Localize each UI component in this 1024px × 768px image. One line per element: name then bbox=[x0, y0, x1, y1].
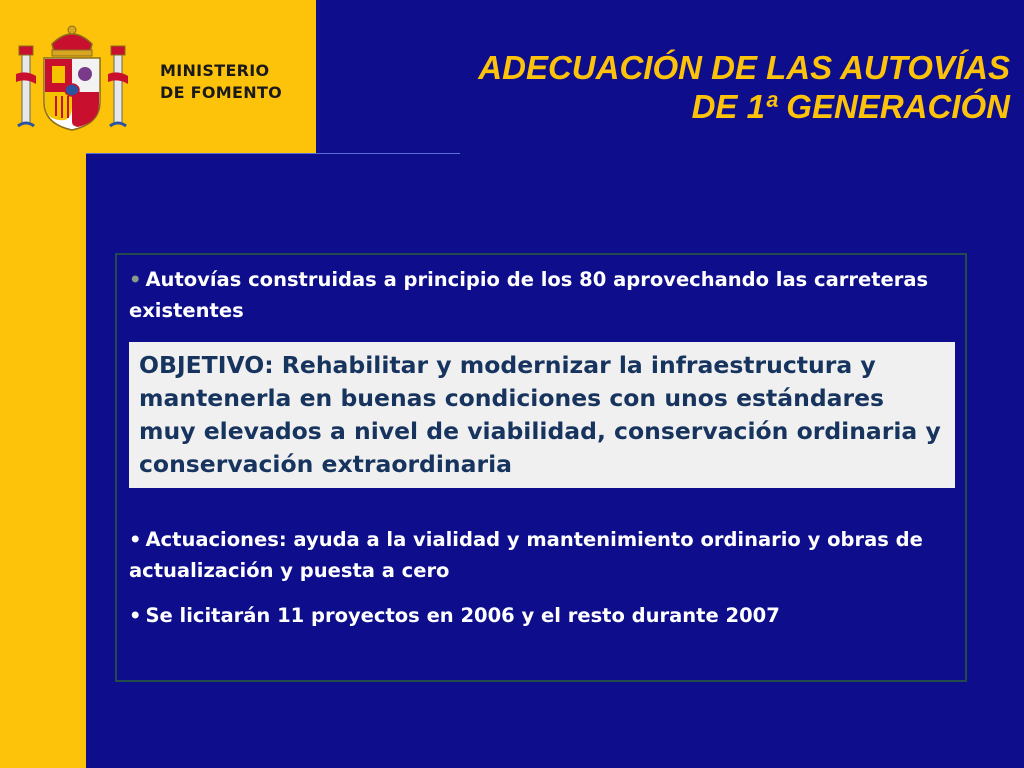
slide-title-line2: DE 1ª GENERACIÓN bbox=[691, 88, 1010, 125]
header-divider bbox=[86, 153, 460, 154]
slide-title-line1: ADECUACIÓN DE LAS AUTOVÍAS bbox=[478, 49, 1010, 86]
objective-box bbox=[129, 342, 955, 488]
bullet-text-3: Se licitarán 11 proyectos en 2006 y el resto durante 2007 bbox=[145, 604, 780, 627]
ministry-name-line1: MINISTERIO bbox=[160, 61, 270, 80]
slide-title bbox=[478, 48, 1010, 126]
coat-of-arms-icon bbox=[12, 14, 132, 136]
ministry-logo-block bbox=[0, 0, 316, 153]
bullet-dot-1: • bbox=[129, 268, 142, 291]
bullet-dot-3: • bbox=[129, 604, 142, 627]
bullet-dot-2: • bbox=[129, 528, 142, 551]
bullet-item-2 bbox=[129, 524, 949, 586]
bullet-item-3 bbox=[129, 600, 949, 631]
bullet-item-1 bbox=[129, 264, 939, 326]
bullet-text-1: Autovías construidas a principio de los 80 aprovechando las carreteras existentes bbox=[129, 268, 929, 322]
ministry-name bbox=[160, 60, 282, 104]
content-box bbox=[115, 253, 967, 682]
objective-text: OBJETIVO: Rehabilitar y modernizar la infraestructura y mantenerla en buenas condiciones con unos estándares muy elevados a nivel de viabilidad, conservación ordinaria y conservación extraordinaria bbox=[139, 351, 941, 478]
ministry-name-line2: DE FOMENTO bbox=[160, 83, 283, 102]
bullet-text-2: Actuaciones: ayuda a la vialidad y mantenimiento ordinario y obras de actualización y puesta a cero bbox=[129, 528, 923, 582]
